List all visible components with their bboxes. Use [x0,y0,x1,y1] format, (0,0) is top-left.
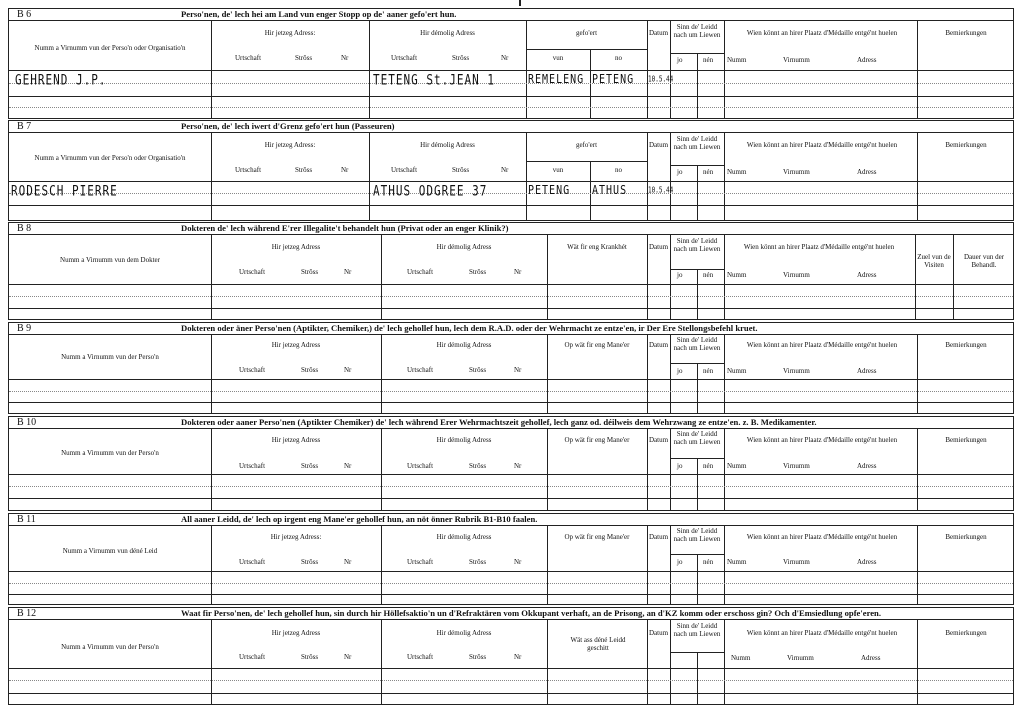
current-address-header: Hir jetzeg Adress [271,436,321,444]
number-label: Nr [514,366,522,374]
street-label: Strôss [301,462,319,470]
alive-header: Sinn de' Leidd nach um Liewen [673,23,721,39]
firstname-label: Virnumm [787,654,814,662]
number-label: Nr [344,558,352,566]
section-code: B 10 [17,417,37,428]
medal-header: Wien könnt an hirer Plaatz d'Médaille entgé'nt huelen [743,243,895,251]
alive-header: Sinn de' Leidd nach um Liewen [673,336,721,352]
name-label: Numm [727,558,747,566]
number-label: Nr [341,166,349,174]
entry-from: REMELENG [528,73,585,87]
locality-label: Urtschaft [407,462,434,470]
entry-to: ATHUS [592,184,628,198]
number-label: Nr [344,268,352,276]
section-header-bar [9,514,1013,526]
address-label: Adress [857,56,877,64]
section-code: B 6 [17,9,32,20]
section-code: B 9 [17,323,32,334]
section-title: Dokteren oder äner Perso'nen (Aptikter, Chemiker,) de' lech gehollef hun, lech dem R.A.D. oder der Wehrmacht ze entze'en, ir Der Ere Stellongsbefehl kruet. [181,323,758,333]
name-header: Numm a Virnumm vun der Perso'n [61,643,159,651]
yes-label: jo [677,367,683,375]
manner-header: Op wät fir eng Mane'er [564,533,630,541]
yes-label: jo [677,558,683,566]
no-label: nén [703,168,714,176]
number-label: Nr [344,653,352,661]
medal-header: Wien könnt an hirer Plaatz d'Médaille entgé'nt huelen [746,341,898,349]
current-address-header: Hir jetzeg Adress [271,629,321,637]
remarks-header: Bemierkungen [945,341,987,349]
section-title: All aaner Leidd, de' lech op irgent eng Mane'er gehollef hun, an nöt önner Rubrik B1-B10 faalen. [181,514,538,524]
driven-header: gefo'ert [575,29,598,37]
yes-label: jo [677,271,683,279]
street-label: Strôss [301,366,319,374]
street-label: Strôss [469,462,487,470]
section-b7 [8,120,1014,221]
section-code: B 8 [17,223,32,234]
from-label: vun [552,54,564,62]
former-address-header: Hir démolig Adress [436,341,492,349]
entry-date: 10.5.44 [648,75,674,84]
section-title: Dokteren de' lech während E'rer Illegalite't behandelt hun (Privat oder an enger Klinik?) [181,223,509,233]
locality-label: Urtschaft [407,653,434,661]
street-label: Strôss [301,558,319,566]
firstname-label: Virnumm [783,168,810,176]
address-label: Adress [857,271,877,279]
section-code: B 12 [17,608,37,619]
former-address-header: Hir démolig Adress [436,243,492,251]
locality-label: Urtschaft [235,166,262,174]
firstname-label: Virnumm [783,56,810,64]
section-b9 [8,322,1014,414]
locality-label: Urtschaft [407,558,434,566]
former-address-header: Hir démolig Adress [436,436,492,444]
yes-label: jo [677,56,683,64]
number-label: Nr [501,54,509,62]
date-header: Datum [648,243,669,251]
date-header: Datum [648,533,669,541]
firstname-label: Virnumm [783,462,810,470]
name-label: Numm [727,367,747,375]
former-address-header: Hir démolig Adress [420,141,475,149]
locality-label: Urtschaft [239,366,266,374]
manner-header: Op wät fir eng Mane'er [564,341,630,349]
locality-label: Urtschaft [391,54,418,62]
section-header-bar [9,608,1013,620]
section-b12 [8,607,1014,705]
date-header: Datum [648,141,669,149]
visits-header: Zuel vun de Visiten [917,253,951,269]
locality-label: Urtschaft [407,268,434,276]
yes-label: jo [677,462,683,470]
medal-header: Wien könnt an hirer Plaatz d'Médaille entgé'nt huelen [746,29,898,37]
from-label: vun [552,166,564,174]
number-label: Nr [344,462,352,470]
yes-label: jo [677,168,683,176]
current-address-header: Hir jetzeg Adress: [270,533,322,541]
to-label: no [615,54,622,62]
current-address-header: Hir jetzeg Adress: [264,29,316,37]
section-b8 [8,222,1014,320]
firstname-label: Virnumm [783,367,810,375]
name-header: Numm a Virnumm vun der Perso'n [61,449,159,457]
section-code: B 7 [17,121,32,132]
entry-former-address: TETENG St.JEAN 1 [373,72,495,89]
duration-header: Dauer vun der Behandl. [963,253,1005,269]
date-header: Datum [648,341,669,349]
number-label: Nr [514,268,522,276]
current-address-header: Hir jetzeg Adress [271,341,321,349]
locality-label: Urtschaft [391,166,418,174]
former-address-header: Hir démolig Adress [436,629,492,637]
entry-name: RODESCH PIERRE [11,183,118,200]
section-header-bar [9,417,1013,429]
alive-header: Sinn de' Leidd nach um Liewen [673,622,721,638]
section-title: Perso'nen, de' lech iwert d'Grenz gefo'ert hun (Passeuren) [181,121,395,131]
medal-header: Wien könnt an hirer Plaatz d'Médaille entgé'nt huelen [746,629,898,637]
former-address-header: Hir démolig Adress [436,533,492,541]
entry-name: GEHREND J.P. [15,72,107,89]
alive-header: Sinn de' Leidd nach um Liewen [673,527,721,543]
section-title: Perso'nen, de' lech hei am Land vun enger Stopp op de' aaner gefo'ert hun. [181,9,457,19]
number-label: Nr [514,558,522,566]
section-b10 [8,416,1014,511]
driven-header: gefo'ert [575,141,598,149]
number-label: Nr [514,462,522,470]
number-label: Nr [341,54,349,62]
name-header: Numm a Virnumm vun der Perso'n oder Organisatio'n [34,44,186,52]
name-header: Numm a Virnumm vun déné Leid [62,547,158,555]
name-header: Numm a Virnumm vun dem Dokter [60,256,160,264]
no-label: nén [703,56,714,64]
illness-header: Wät fir eng Krankhét [567,243,627,251]
name-header: Numm a Virnumm vun der Perso'n [61,353,159,361]
alive-header: Sinn de' Leidd nach um Liewen [673,135,721,151]
alive-header: Sinn de' Leidd nach um Liewen [673,237,721,253]
number-label: Nr [514,653,522,661]
address-label: Adress [861,654,881,662]
medal-header: Wien könnt an hirer Plaatz d'Médaille entgé'nt huelen [746,436,898,444]
locality-label: Urtschaft [407,366,434,374]
date-header: Datum [648,29,669,37]
remarks-header: Bemierkungen [945,436,987,444]
locality-label: Urtschaft [235,54,262,62]
section-header-bar [9,223,1013,235]
address-label: Adress [857,367,877,375]
name-header: Numm a Virnumm vun der Perso'n oder Organisatio'n [34,154,186,162]
name-label: Numm [727,271,747,279]
remarks-header: Bemierkungen [945,29,987,37]
no-label: nén [703,271,714,279]
current-address-header: Hir jetzeg Adress [271,243,321,251]
street-label: Strôss [469,268,487,276]
street-label: Strôss [301,268,319,276]
street-label: Strôss [469,558,487,566]
name-label: Numm [727,56,747,64]
street-label: Strôss [295,166,313,174]
to-label: no [615,166,622,174]
name-label: Numm [731,654,751,662]
top-registration-mark [519,0,521,6]
locality-label: Urtschaft [239,653,266,661]
name-label: Numm [727,462,747,470]
address-label: Adress [857,462,877,470]
current-address-header: Hir jetzeg Adress: [264,141,316,149]
no-label: nén [703,558,714,566]
section-header-bar [9,9,1013,21]
locality-label: Urtschaft [239,268,266,276]
section-header-bar [9,323,1013,335]
no-label: nén [703,462,714,470]
section-code: B 11 [17,514,36,525]
section-b11 [8,513,1014,605]
street-label: Strôss [469,653,487,661]
street-label: Strôss [452,166,470,174]
section-title: Dokteren oder aaner Perso'nen (Aptikter Chemiker) de' lech während Erer Wehrmachtszeit gehollef, lech ganz od. déilweis dem Wehrzwang ze entze'en. z. B. Medikamenter. [181,417,817,427]
no-label: nén [703,367,714,375]
firstname-label: Virnumm [783,558,810,566]
entry-former-address: ATHUS ODGREE 37 [373,183,488,200]
street-label: Strôss [301,653,319,661]
section-b6 [8,8,1014,119]
remarks-header: Bemierkungen [945,629,987,637]
medal-header: Wien könnt an hirer Plaatz d'Médaille entgé'nt huelen [746,141,898,149]
number-label: Nr [501,166,509,174]
locality-label: Urtschaft [239,462,266,470]
name-label: Numm [727,168,747,176]
firstname-label: Virnumm [783,271,810,279]
section-header-bar [9,121,1013,133]
date-header: Datum [648,436,669,444]
entry-date: 10.5.44 [648,186,674,195]
street-label: Strôss [452,54,470,62]
section-title: Waat fir Perso'nen, de' lech gehollef hun, sin durch hir Höllefsaktio'n un d'Refraktären vom Okkupant verhaft, an de Prisong, an d'KZ komm oder erschoss gin? Och d'Emsiedlung opfe'eren. [181,608,881,618]
alive-header: Sinn de' Leidd nach um Liewen [673,430,721,446]
number-label: Nr [344,366,352,374]
what-happened-header: Wät ass déné Leidd geschitt [570,636,626,652]
remarks-header: Bemierkungen [945,141,987,149]
entry-from: PETENG [528,184,571,198]
manner-header: Op wät fir eng Mane'er [564,436,630,444]
medal-header: Wien könnt an hirer Plaatz d'Médaille entgé'nt huelen [746,533,898,541]
street-label: Strôss [295,54,313,62]
address-label: Adress [857,168,877,176]
entry-to: PETENG [592,73,635,87]
locality-label: Urtschaft [239,558,266,566]
address-label: Adress [857,558,877,566]
remarks-header: Bemierkungen [945,533,987,541]
date-header: Datum [648,629,669,637]
street-label: Strôss [469,366,487,374]
former-address-header: Hir démolig Adress [420,29,475,37]
